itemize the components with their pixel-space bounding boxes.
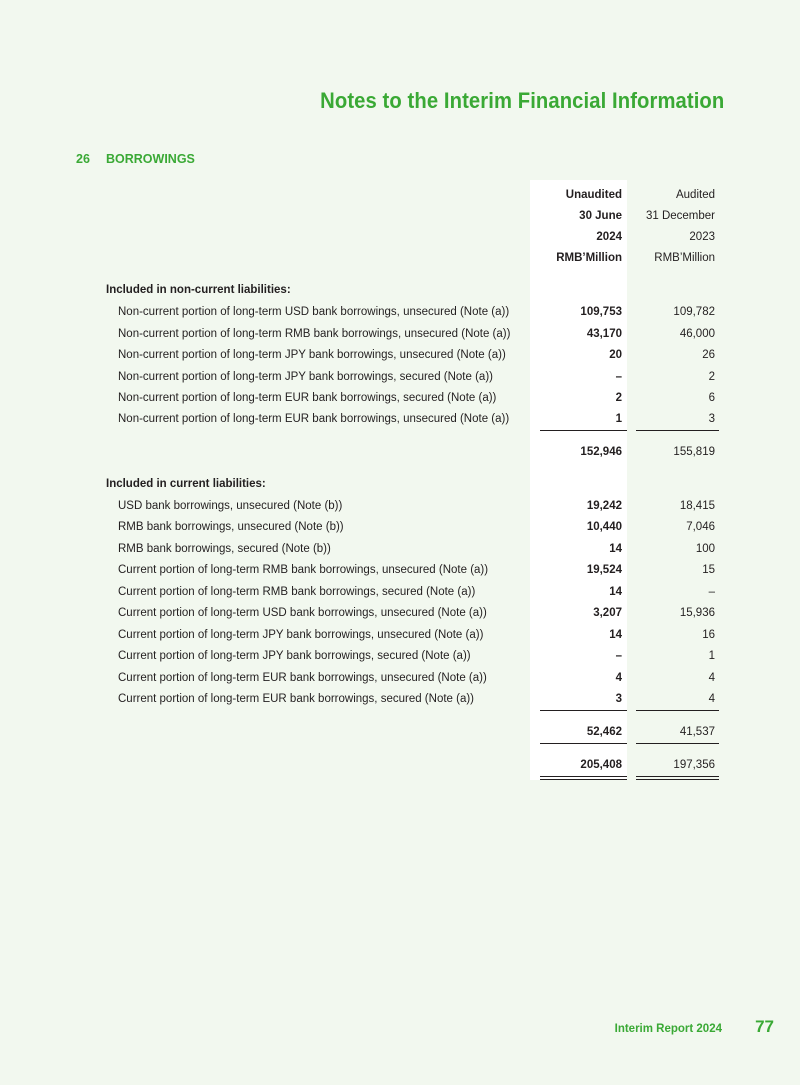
- header-row: [0, 206, 800, 226]
- value-2023: 2: [708, 371, 715, 383]
- value-2024: 43,170: [586, 328, 622, 340]
- value-2024: 2: [615, 392, 622, 404]
- value-2024: 14: [609, 629, 622, 641]
- value-2023: 15,936: [679, 607, 715, 619]
- column-header-year-2023: 2023: [689, 231, 715, 243]
- row-label: Current portion of long-term RMB bank borrowings, secured (Note (a)): [118, 586, 476, 598]
- table-row: [0, 388, 800, 408]
- value-2023: 46,000: [679, 328, 715, 340]
- row-label: Current portion of long-term JPY bank borrowings, secured (Note (a)): [118, 650, 471, 662]
- table-row: [0, 582, 800, 602]
- row-label: Current portion of long-term RMB bank borrowings, unsecured (Note (a)): [118, 564, 489, 576]
- table-row: [0, 646, 800, 666]
- value-2023: 16: [702, 629, 715, 641]
- non-current-subtotal-2023: 155,819: [673, 446, 715, 458]
- value-2024: 19,242: [586, 500, 622, 512]
- row-label: Non-current portion of long-term USD bank borrowings, unsecured (Note (a)): [118, 306, 510, 318]
- column-header-status-2023: Audited: [675, 189, 715, 201]
- page-title: Notes to the Interim Financial Information: [319, 88, 724, 113]
- row-label: USD bank borrowings, unsecured (Note (b)): [118, 500, 343, 512]
- table-row: [0, 367, 800, 387]
- subtotal-rule: [636, 710, 719, 711]
- total-row: [0, 755, 800, 775]
- row-label: Current portion of long-term EUR bank borrowings, unsecured (Note (a)): [118, 672, 487, 684]
- value-2023: 100: [695, 543, 715, 555]
- column-header-unit-2024: RMB’Million: [556, 252, 622, 264]
- table-row: [0, 560, 800, 580]
- table-row: [0, 668, 800, 688]
- row-label: Non-current portion of long-term EUR bank borrowings, secured (Note (a)): [118, 392, 497, 404]
- table-row: [0, 603, 800, 623]
- value-2024: 3: [615, 693, 622, 705]
- total-2024: 205,408: [580, 759, 622, 771]
- current-subtotal-2023: 41,537: [679, 726, 715, 738]
- row-label: Non-current portion of long-term JPY bank borrowings, secured (Note (a)): [118, 371, 493, 383]
- value-2023: 4: [708, 672, 715, 684]
- table-row: [0, 689, 800, 709]
- group-heading-row: [0, 474, 800, 494]
- row-label: Current portion of long-term EUR bank borrowings, secured (Note (a)): [118, 693, 475, 705]
- table-row: [0, 302, 800, 322]
- value-2024: 3,207: [593, 607, 622, 619]
- value-2023: 1: [708, 650, 715, 662]
- report-name: Interim Report 2024: [614, 1023, 722, 1035]
- value-2024: 10,440: [586, 521, 622, 533]
- current-heading: Included in current liabilities:: [106, 478, 266, 490]
- double-underline: [540, 779, 627, 780]
- group-heading-row: [0, 280, 800, 300]
- value-2023: 3: [708, 413, 715, 425]
- subtotal-rule: [540, 710, 627, 711]
- section-heading: [76, 152, 195, 166]
- table-row: [0, 345, 800, 365]
- double-underline: [540, 776, 627, 777]
- header-row: [0, 227, 800, 247]
- non-current-subtotal-2024: 152,946: [580, 446, 622, 458]
- section-title: BORROWINGS: [106, 152, 195, 166]
- subtotal-rule: [540, 430, 627, 431]
- table-row: [0, 496, 800, 516]
- current-subtotal-2024: 52,462: [586, 726, 622, 738]
- column-header-year-2024: 2024: [596, 231, 622, 243]
- value-2024: 4: [615, 672, 622, 684]
- value-2023: 15: [702, 564, 715, 576]
- value-2024: –: [615, 650, 622, 662]
- table-row: [0, 409, 800, 429]
- total-2023: 197,356: [673, 759, 715, 771]
- value-2023: –: [708, 586, 715, 598]
- row-label: RMB bank borrowings, secured (Note (b)): [118, 543, 331, 555]
- column-header-date-2024: 30 June: [579, 210, 622, 222]
- subtotal-row: [0, 722, 800, 742]
- page-number: 77: [755, 1017, 774, 1036]
- subtotal-rule: [636, 430, 719, 431]
- row-label: Non-current portion of long-term EUR bank borrowings, unsecured (Note (a)): [118, 413, 510, 425]
- non-current-heading: Included in non-current liabilities:: [106, 284, 291, 296]
- total-rule: [540, 743, 627, 744]
- double-underline: [636, 776, 719, 777]
- column-header-date-2023: 31 December: [645, 210, 715, 222]
- section-number: 26: [76, 152, 90, 166]
- row-label: RMB bank borrowings, unsecured (Note (b)): [118, 521, 344, 533]
- value-2024: 14: [609, 586, 622, 598]
- header-row: [0, 248, 800, 268]
- value-2023: 7,046: [686, 521, 715, 533]
- value-2023: 109,782: [673, 306, 715, 318]
- row-label: Non-current portion of long-term JPY bank borrowings, unsecured (Note (a)): [118, 349, 506, 361]
- column-header-status-2024: Unaudited: [565, 189, 622, 201]
- value-2024: –: [615, 371, 622, 383]
- table-row: [0, 517, 800, 537]
- value-2024: 14: [609, 543, 622, 555]
- value-2023: 6: [708, 392, 715, 404]
- value-2024: 20: [609, 349, 622, 361]
- row-label: Non-current portion of long-term RMB bank borrowings, unsecured (Note (a)): [118, 328, 511, 340]
- value-2024: 19,524: [586, 564, 622, 576]
- value-2023: 18,415: [679, 500, 715, 512]
- double-underline: [636, 779, 719, 780]
- column-header-unit-2023: RMB’Million: [654, 252, 715, 264]
- table-row: [0, 539, 800, 559]
- value-2023: 4: [708, 693, 715, 705]
- value-2023: 26: [702, 349, 715, 361]
- row-label: Current portion of long-term USD bank borrowings, unsecured (Note (a)): [118, 607, 487, 619]
- row-label: Current portion of long-term JPY bank borrowings, unsecured (Note (a)): [118, 629, 484, 641]
- header-row: [0, 185, 800, 205]
- total-rule: [636, 743, 719, 744]
- table-row: [0, 324, 800, 344]
- value-2024: 1: [615, 413, 622, 425]
- subtotal-row: [0, 442, 800, 462]
- value-2024: 109,753: [580, 306, 622, 318]
- table-row: [0, 625, 800, 645]
